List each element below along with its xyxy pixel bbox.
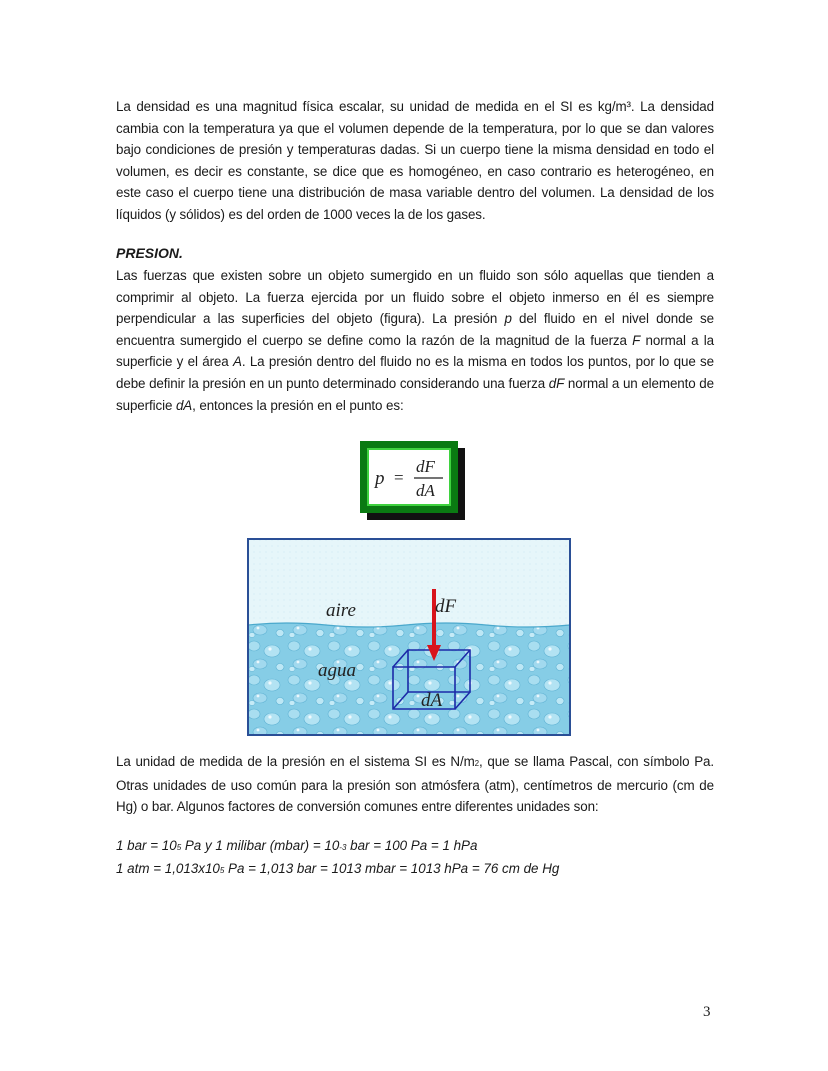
conv2-b: Pa = 1,013 bar = 1013 mbar = 1013 hPa = 76 cm de Hg (224, 861, 560, 876)
formula-inner-panel (367, 448, 451, 506)
pressure-text-3: normal a la superficie y el área (116, 332, 715, 370)
conv1-c: bar = 100 Pa = 1 hPa (346, 838, 478, 853)
variable-p: p (504, 311, 512, 327)
pressure-formula-box (360, 441, 458, 513)
variable-dF: dF (548, 375, 565, 391)
air-label: aire (326, 600, 356, 621)
density-paragraph: La densidad es una magnitud física escalar, su unidad de medida en el SI es kg/m³. La densidad cambia con la temperatura ya que el volumen depende de la temperatura, por lo que se dan valores bajo condiciones de presión y temperaturas dadas. Si un cuerpo tiene la misma densidad en todo el volumen, es decir es constante, se dice que es homogéneo, en caso contrario es heterogéneo, en este caso el cuerpo tiene una distribución de masa variable dentro del volumen. La densidad de los líquidos (y sólidos) es del orden de 1000 veces la de los gases. (116, 99, 714, 222)
page-number: 3 (703, 1004, 711, 1020)
variable-dA: dA (175, 397, 193, 413)
units-subscript: 2 (474, 759, 480, 768)
conv1-exp: 5 (176, 843, 182, 852)
water-region (248, 623, 570, 735)
pressure-text-2: del fluido en el nivel donde se encuentra sumergido el cuerpo se define como la razón de la magnitud de la fuerza (116, 311, 714, 348)
pressure-text-5: normal a un elemento de superficie (116, 375, 714, 413)
conversion-factors (116, 835, 559, 881)
pressure-paragraph (116, 265, 714, 416)
submerged-element-figure (246, 537, 572, 737)
conv1-b: Pa y 1 milibar (mbar) = 10 (181, 838, 340, 853)
area-label: dA (421, 690, 443, 711)
conversion-line-1 (116, 835, 559, 858)
section-heading-presion: PRESION. (116, 245, 183, 261)
formula-denominator: dA (416, 481, 435, 500)
units-text-1: La unidad de medida de la presión en el sistema SI es N/m (116, 754, 475, 769)
conv1-exp2: -3 (339, 843, 347, 852)
formula-equals: = (394, 468, 404, 487)
conv2-exp: 5 (219, 866, 225, 875)
conversion-line-2 (116, 858, 559, 881)
pressure-text-4: . La presión dentro del fluido no es la misma en todos los puntos, por lo que se debe definir la presión en un punto determinado considerando una fuerza (116, 354, 714, 391)
conv2-a: 1 atm = 1,013x10 (116, 861, 220, 876)
pressure-text-1: Las fuerzas que existen sobre un objeto sumergido en un fluido son sólo aquellas que tienden a comprimir al objeto. La fuerza ejercida por un fluido sobre el objeto inmerso en él es siempre perpendicular a las superficies del objeto (figura). La presión (116, 268, 714, 327)
pressure-formula (369, 450, 449, 504)
variable-F: F (632, 332, 641, 348)
variable-A: A (233, 354, 242, 370)
water-label: agua (318, 660, 356, 681)
units-paragraph (116, 751, 714, 818)
formula-lhs: p (375, 468, 385, 489)
force-label: dF (435, 596, 457, 617)
formula-numerator: dF (416, 457, 435, 476)
pressure-text-6: , entonces la presión en el punto es: (192, 397, 404, 413)
units-text-2: , que se llama Pascal, con símbolo Pa. Otras unidades de uso común para la presión son atmósfera (atm), centímetros de mercurio (cm de Hg) o bar. Algunos factores de conversión comunes entre diferentes unidades son: (116, 754, 715, 815)
conv1-a: 1 bar = 10 (116, 838, 177, 853)
